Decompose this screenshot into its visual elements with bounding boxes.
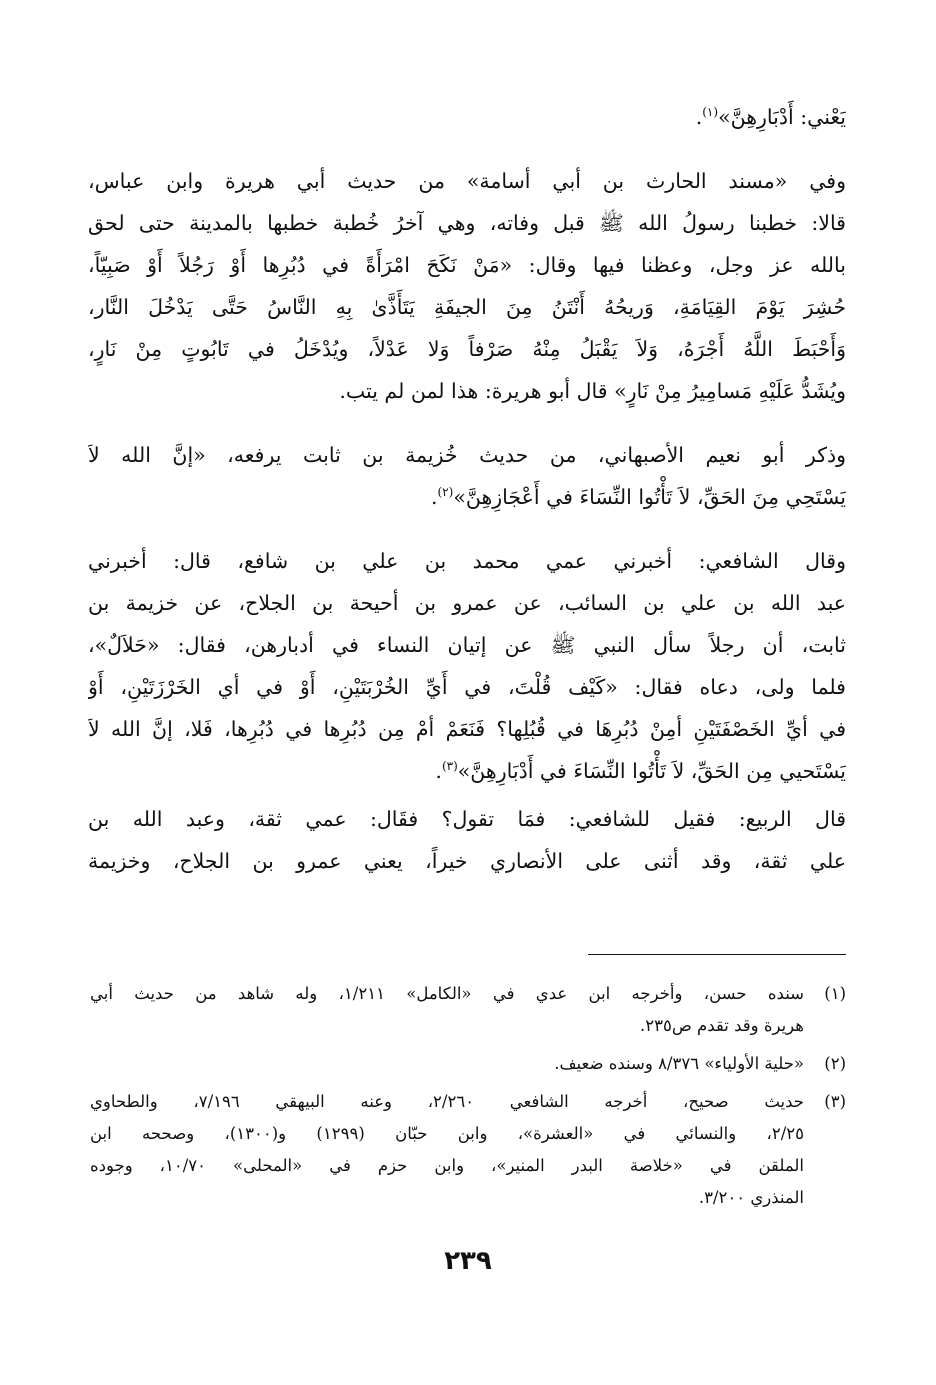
paragraph-4 <box>88 540 846 792</box>
footnote-line: حديث صحيح، أخرجه الشافعي ٢/٢٦٠، وعنه البيهقي ٧/١٩٦، والطحاوي <box>90 1092 804 1111</box>
footnote-number: (٢) <box>824 1054 846 1073</box>
main-text <box>88 96 846 882</box>
footnote-3 <box>90 1086 846 1214</box>
footnote-line: ٢/٢٥، والنسائي في «العشرة»، وابن حبّان (١٢٩٩) و(١٣٠٠)، وصححه ابن <box>90 1124 804 1143</box>
footnote-line: سنده حسن، وأخرجه ابن عدي في «الكامل» ١/٢١١، وله شاهد من حديث أبي <box>90 984 804 1003</box>
footnote-text <box>90 1086 804 1214</box>
text-line: عبد الله بن علي بن السائب، عن عمرو بن أحيحة بن الجلاح، عن خزيمة بن <box>88 591 846 615</box>
footnote-text <box>90 978 804 1042</box>
text-line: وَأَحْبَطَ اللَّهُ أَجْرَهُ، وَلاَ يَقْبَلُ مِنْهُ صَرْفاً وَلا عَدْلاً، ويُدْخَلُ في تَابُوتٍ مِنْ نَارٍ، <box>88 337 846 361</box>
footnote-number: (١) <box>824 984 846 1003</box>
footnote-ref[interactable]: (٣) <box>441 759 458 774</box>
paragraph-2 <box>88 160 846 412</box>
text-line <box>88 750 846 792</box>
text-line: ويُشَدُّ عَلَيْهِ مَسامِيرُ مِنْ نَارٍ» قال أبو هريرة: هذا لمن لم يتب. <box>339 379 846 403</box>
text-line: ثابت، أن رجلاً سأل النبي ﷺ عن إتيان النساء في أدبارهن، فقال: «حَلاَلٌ»، <box>88 633 846 657</box>
line-suffix: . <box>430 485 438 509</box>
text-line: فلما ولى، دعاه فقال: «كَيْف قُلْتَ، في أَيِّ الخُرْبَتَيْنِ، أَوْ في أي الخَرْزَتَيْنِ، أَوْ <box>88 675 846 699</box>
text-line <box>88 476 846 518</box>
text-line: وفي «مسند الحارث بن أبي أسامة» من حديث أبي هريرة وابن عباس، <box>88 169 846 193</box>
footnote-text <box>90 1048 804 1080</box>
paragraph-5 <box>88 798 846 882</box>
text-line: علي ثقة، وقد أثنى على الأنصاري خيراً، يعني عمرو بن الجلاح، وخزيمة <box>88 849 846 873</box>
footnote-line: هريرة وقد تقدم ص٢٣٥. <box>639 1016 804 1035</box>
line-suffix: . <box>695 105 703 129</box>
text-line: حُشِرَ يَوْمَ القِيَامَةِ، وَريحُهُ أَنْتَنُ مِنَ الجيفَةِ يَتَأَذَّىٰ بِهِ النَّاسُ حَتَّى يَدْخُلَ النَّار، <box>88 295 846 319</box>
text-line: وقال الشافعي: أخبرني عمي محمد بن علي بن شافع، قال: أخبرني <box>88 549 846 573</box>
text-line: بالله عز وجل، وعظنا فيها وقال: «مَنْ نَكَحَ امْرَأَةً في دُبُرِها أَوْ رَجُلاً أَوْ صَبِيّاً، <box>88 253 846 277</box>
footnote-2 <box>90 1048 846 1080</box>
text-line <box>88 96 846 138</box>
footnote-ref[interactable]: (٢) <box>437 485 454 500</box>
line-text: يَسْتَحيي مِن الحَقِّ، لاَ تَأْتُوا النِّسَاءَ في أَدْبَارِهِنَّ» <box>457 759 846 783</box>
footnote-line: «حلية الأولياء» ٨/٣٧٦ وسنده ضعيف. <box>554 1054 804 1073</box>
paragraph-3 <box>88 434 846 518</box>
text-line: في أيِّ الخَصْفَتَيْنِ أمِنْ دُبُرِهَا في قُبُلِها؟ فَنَعَمْ أمْ مِن دُبُرِها في دُبُرِها، فَلا، إنَّ الله لاَ <box>88 717 846 741</box>
footnotes <box>90 978 846 1220</box>
text-line: وذكر أبو نعيم الأصبهاني، من حديث خُزيمة بن ثابت يرفعه، «إنَّ الله لاَ <box>88 443 846 467</box>
text-line: قالا: خطبنا رسولُ الله ﷺ قبل وفاته، وهي آخرُ خُطبة خطبها بالمدينة حتى لحق <box>88 211 846 235</box>
line-text: يَسْتَحِي مِنَ الحَقِّ، لاَ تَأْتُوا النِّسَاءَ في أَعْجَازِهِنَّ» <box>453 485 846 509</box>
line-suffix: . <box>435 759 442 783</box>
line-text: يَعْني: أَدْبَارِهِنَّ» <box>718 105 846 129</box>
paragraph-1 <box>88 96 846 138</box>
footnote-1 <box>90 978 846 1042</box>
page-number: ٢٣٩ <box>444 1246 492 1276</box>
footnote-ref[interactable]: (١) <box>702 105 719 120</box>
footnote-number: (٣) <box>824 1092 846 1111</box>
footnote-separator <box>588 954 846 955</box>
text-line: قال الربيع: فقيل للشافعي: فمَا تقول؟ فقَال: عمي ثقة، وعبد الله بن <box>88 807 846 831</box>
footnote-line: المنذري ٣/٢٠٠. <box>698 1188 804 1207</box>
footnote-line: الملقن في «خلاصة البدر المنير»، وابن حزم في «المحلى» ١٠/٧٠، وجوده <box>90 1156 804 1175</box>
